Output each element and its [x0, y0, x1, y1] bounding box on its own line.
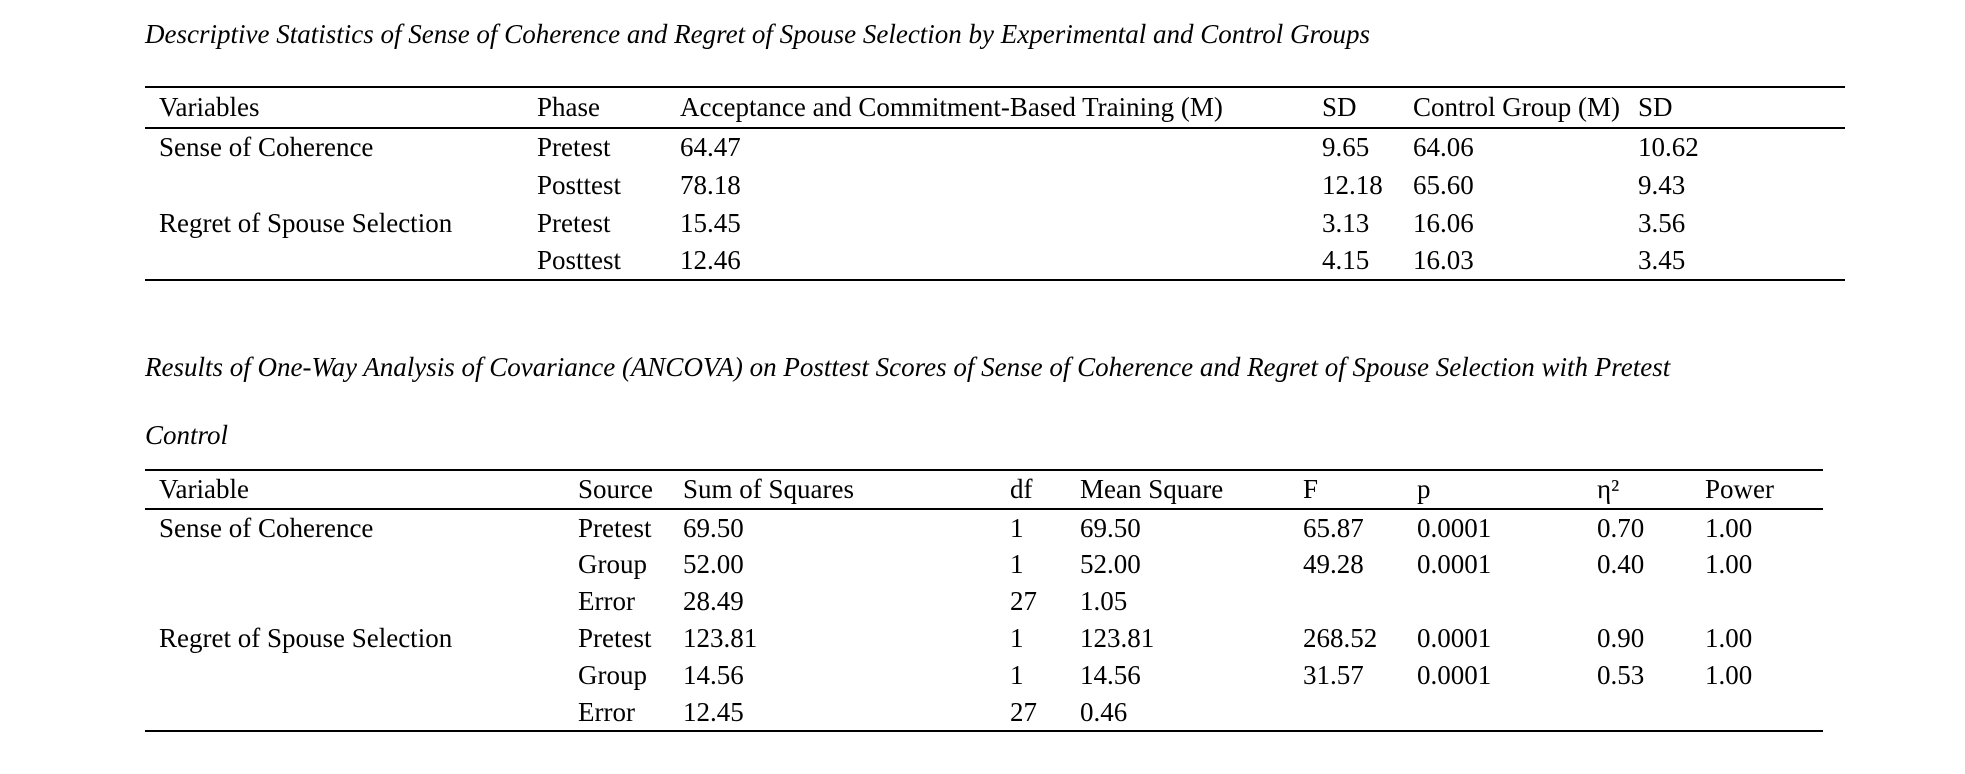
table-row — [145, 242, 1845, 280]
column-header-training-mean: Acceptance and Commitment-Based Training (M) — [680, 92, 1223, 122]
cell-training-mean: 15.45 — [680, 207, 741, 238]
cell-variable — [145, 166, 523, 204]
cell-mean-square: 0.46 — [1080, 696, 1128, 727]
cell-power: 1.00 — [1705, 512, 1753, 543]
cell-sum-of-squares: 28.49 — [683, 586, 744, 616]
ancova-title-line-1: Results of One-Way Analysis of Covariance (ANCOVA) on Posttest Scores of Sense of Coherence and Regret of Spouse Selection with Pretest — [145, 352, 1671, 382]
cell-f: 31.57 — [1303, 660, 1364, 690]
cell-power: 1.00 — [1705, 549, 1753, 579]
cell-sd-1: 12.18 — [1322, 169, 1383, 200]
table-row — [145, 694, 1823, 731]
column-header-p: p — [1417, 474, 1431, 504]
cell-phase: Posttest — [537, 245, 622, 275]
cell-f: 49.28 — [1303, 549, 1364, 579]
descriptive-table-title: Descriptive Statistics of Sense of Coherence and Regret of Spouse Selection by Experimental and Control Groups — [145, 19, 1371, 49]
cell-df: 27 — [1010, 586, 1037, 616]
table-row — [145, 128, 1845, 166]
cell-training-mean: 64.47 — [680, 132, 741, 162]
cell-source: Error — [578, 696, 635, 727]
table-row — [145, 509, 1823, 546]
cell-sd-1: 3.13 — [1322, 207, 1370, 238]
cell-f: 268.52 — [1303, 623, 1378, 653]
cell-control-mean: 16.06 — [1413, 207, 1474, 238]
cell-sd-1: 9.65 — [1322, 132, 1370, 162]
cell-sd-2: 3.45 — [1638, 245, 1686, 275]
table-row — [145, 657, 1823, 694]
cell-control-mean: 65.60 — [1413, 169, 1474, 200]
cell-f — [1289, 583, 1403, 620]
cell-mean-square: 14.56 — [1080, 660, 1141, 690]
ancova-table-header — [145, 470, 1823, 509]
column-header-source: Source — [578, 474, 653, 504]
cell-p: 0.0001 — [1417, 549, 1492, 579]
cell-control-mean: 16.03 — [1413, 245, 1474, 275]
cell-sum-of-squares: 14.56 — [683, 660, 744, 690]
descriptive-table-header — [145, 87, 1845, 128]
column-header-df: df — [1010, 474, 1033, 504]
cell-p: 0.0001 — [1417, 660, 1492, 690]
table-row — [145, 620, 1823, 657]
cell-df: 1 — [1010, 660, 1024, 690]
cell-eta-squared: 0.40 — [1597, 549, 1645, 579]
cell-df: 1 — [1010, 623, 1024, 653]
cell-sd-2: 10.62 — [1638, 132, 1699, 162]
cell-source: Error — [578, 586, 635, 616]
header-row — [145, 87, 1845, 128]
descriptive-stats-table — [145, 86, 1845, 281]
ancova-table — [145, 469, 1823, 732]
cell-control-mean: 64.06 — [1413, 132, 1474, 162]
cell-p: 0.0001 — [1417, 623, 1492, 653]
cell-mean-square: 69.50 — [1080, 512, 1141, 543]
header-row — [145, 470, 1823, 509]
cell-sum-of-squares: 123.81 — [683, 623, 758, 653]
column-header-power: Power — [1705, 474, 1774, 504]
column-header-f: F — [1303, 474, 1319, 504]
cell-variable — [145, 546, 564, 583]
cell-eta-squared — [1583, 694, 1691, 731]
cell-phase: Pretest — [537, 132, 611, 162]
column-header-sd-1: SD — [1322, 92, 1357, 122]
cell-variable — [145, 242, 523, 280]
cell-eta-squared: 0.90 — [1597, 623, 1645, 653]
cell-power — [1691, 694, 1823, 731]
cell-source: Pretest — [578, 512, 652, 543]
cell-variable: Regret of Spouse Selection — [159, 623, 453, 653]
cell-variable — [145, 657, 564, 694]
cell-eta-squared: 0.70 — [1597, 512, 1645, 543]
cell-sd-1: 4.15 — [1322, 245, 1370, 275]
cell-variable — [145, 583, 564, 620]
cell-eta-squared: 0.53 — [1597, 660, 1645, 690]
cell-phase: Pretest — [537, 207, 611, 238]
cell-df: 1 — [1010, 512, 1024, 543]
cell-p — [1403, 583, 1583, 620]
ancova-table-body — [145, 509, 1823, 731]
column-header-eta-squared: η² — [1597, 474, 1620, 504]
cell-power: 1.00 — [1705, 623, 1753, 653]
cell-variable: Regret of Spouse Selection — [159, 207, 453, 238]
cell-f: 65.87 — [1303, 512, 1364, 543]
table-row — [145, 583, 1823, 620]
cell-sum-of-squares: 12.45 — [683, 696, 744, 727]
cell-sd-2: 9.43 — [1638, 169, 1686, 200]
cell-sum-of-squares: 69.50 — [683, 512, 744, 543]
cell-f — [1289, 694, 1403, 731]
descriptive-table-body — [145, 128, 1845, 280]
cell-p: 0.0001 — [1417, 512, 1492, 543]
column-header-mean-square: Mean Square — [1080, 474, 1224, 504]
column-header-control-mean: Control Group (M) — [1413, 92, 1620, 122]
cell-training-mean: 78.18 — [680, 169, 741, 200]
ancova-table-title — [145, 333, 1965, 469]
column-header-sum-of-squares: Sum of Squares — [683, 474, 854, 504]
table-row — [145, 166, 1845, 204]
cell-power: 1.00 — [1705, 660, 1753, 690]
cell-source: Group — [578, 660, 647, 690]
cell-source: Group — [578, 549, 647, 579]
cell-mean-square: 123.81 — [1080, 623, 1155, 653]
table-row — [145, 204, 1845, 242]
cell-p — [1403, 694, 1583, 731]
column-header-variable: Variable — [159, 474, 249, 504]
column-header-variables: Variables — [159, 92, 260, 122]
column-header-sd-2: SD — [1638, 92, 1673, 122]
cell-variable: Sense of Coherence — [159, 132, 374, 162]
cell-sum-of-squares: 52.00 — [683, 549, 744, 579]
cell-mean-square: 52.00 — [1080, 549, 1141, 579]
cell-source: Pretest — [578, 623, 652, 653]
column-header-phase: Phase — [537, 92, 600, 122]
cell-power — [1691, 583, 1823, 620]
cell-variable: Sense of Coherence — [159, 512, 374, 543]
cell-sd-2: 3.56 — [1638, 207, 1686, 238]
table-row — [145, 546, 1823, 583]
cell-mean-square: 1.05 — [1080, 586, 1128, 616]
cell-df: 27 — [1010, 696, 1037, 727]
cell-df: 1 — [1010, 549, 1024, 579]
ancova-title-line-2: Control — [145, 420, 229, 450]
cell-variable — [145, 694, 564, 731]
cell-phase: Posttest — [537, 169, 622, 200]
cell-eta-squared — [1583, 583, 1691, 620]
cell-training-mean: 12.46 — [680, 245, 741, 275]
